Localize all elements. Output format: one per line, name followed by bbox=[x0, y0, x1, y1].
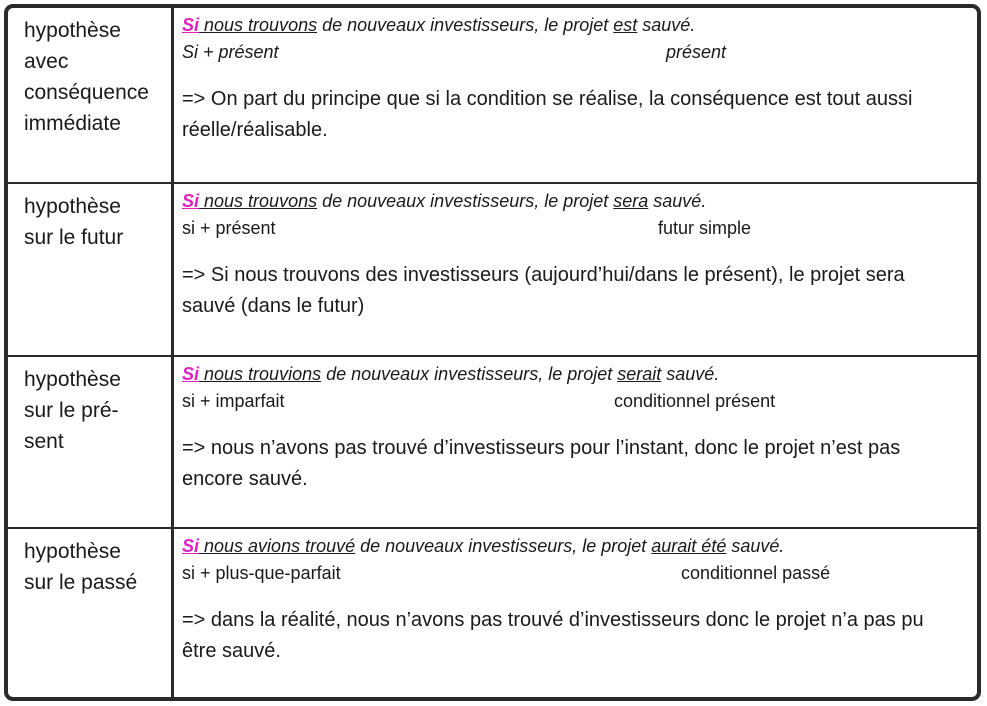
row-label bbox=[8, 184, 174, 355]
row-label-line: sur le pré- bbox=[24, 399, 119, 422]
tense-forms bbox=[182, 214, 977, 243]
si-keyword: Si bbox=[182, 15, 200, 35]
row-label-line: hypothèse bbox=[24, 19, 121, 42]
tense-forms bbox=[182, 559, 977, 588]
explanation: => Si nous trouvons des investisseurs (aujourd’hui/dans le présent), le projet sera sauvé (dans le futur) bbox=[182, 264, 905, 317]
table-row bbox=[8, 357, 977, 529]
condition-verb: nous avions trouvé bbox=[199, 536, 356, 556]
sentence-middle: de nouveaux investisseurs, le projet bbox=[355, 536, 652, 556]
row-content bbox=[174, 529, 977, 697]
row-label bbox=[8, 357, 174, 527]
result-verb: serait bbox=[617, 364, 662, 384]
tense-forms bbox=[182, 387, 977, 416]
sentence-end: sauvé. bbox=[637, 15, 696, 35]
sentence-middle: de nouveaux investisseurs, le projet bbox=[321, 364, 618, 384]
example-sentence bbox=[182, 361, 977, 387]
result-verb: aurait été bbox=[651, 536, 727, 556]
row-content bbox=[174, 184, 977, 355]
condition-tense: si + imparfait bbox=[182, 391, 285, 411]
example-sentence bbox=[182, 533, 977, 559]
conditional-table bbox=[4, 4, 981, 701]
table-row bbox=[8, 184, 977, 357]
result-verb: est bbox=[613, 15, 638, 35]
explanation: => On part du principe que si la condition se réalise, la conséquence est tout aussi réelle/réalisable. bbox=[182, 88, 913, 141]
row-label-line: immédiate bbox=[24, 112, 121, 135]
sentence-end: sauvé. bbox=[726, 536, 785, 556]
row-label-line: conséquence bbox=[24, 81, 149, 104]
row-label-line: hypothèse bbox=[24, 195, 121, 218]
explanation: => dans la réalité, nous n’avons pas trouvé d’investisseurs donc le projet n’a pas pu être sauvé. bbox=[182, 609, 924, 662]
explanation: => nous n’avons pas trouvé d’investisseurs pour l’instant, donc le projet n’est pas encore sauvé. bbox=[182, 437, 901, 490]
row-label bbox=[8, 8, 174, 182]
condition-verb: nous trouvons bbox=[199, 15, 318, 35]
table-row bbox=[8, 8, 977, 184]
result-tense: conditionnel présent bbox=[614, 391, 776, 411]
row-label-line: hypothèse bbox=[24, 368, 121, 391]
sentence-middle: de nouveaux investisseurs, le projet bbox=[317, 15, 614, 35]
result-verb: sera bbox=[613, 191, 649, 211]
row-label-line: avec bbox=[24, 50, 69, 73]
row-label-line: sur le passé bbox=[24, 571, 138, 594]
sentence-end: sauvé. bbox=[648, 191, 707, 211]
row-content bbox=[174, 8, 977, 182]
row-label bbox=[8, 529, 174, 697]
row-label-line: hypothèse bbox=[24, 540, 121, 563]
result-tense: futur simple bbox=[658, 218, 752, 238]
condition-verb: nous trouvions bbox=[199, 364, 322, 384]
condition-tense: Si + présent bbox=[182, 42, 279, 62]
condition-verb: nous trouvons bbox=[199, 191, 318, 211]
table-row bbox=[8, 529, 977, 697]
row-label-line: sur le futur bbox=[24, 226, 124, 249]
example-sentence bbox=[182, 12, 977, 38]
condition-tense: si + présent bbox=[182, 218, 276, 238]
example-sentence bbox=[182, 188, 977, 214]
sentence-end: sauvé. bbox=[661, 364, 720, 384]
condition-tense: si + plus-que-parfait bbox=[182, 563, 341, 583]
tense-forms bbox=[182, 38, 977, 67]
row-content bbox=[174, 357, 977, 527]
si-keyword: Si bbox=[182, 536, 200, 556]
si-keyword: Si bbox=[182, 191, 200, 211]
result-tense: présent bbox=[666, 42, 727, 62]
result-tense: conditionnel passé bbox=[681, 563, 831, 583]
si-keyword: Si bbox=[182, 364, 200, 384]
row-label-line: sent bbox=[24, 430, 64, 453]
sentence-middle: de nouveaux investisseurs, le projet bbox=[317, 191, 614, 211]
